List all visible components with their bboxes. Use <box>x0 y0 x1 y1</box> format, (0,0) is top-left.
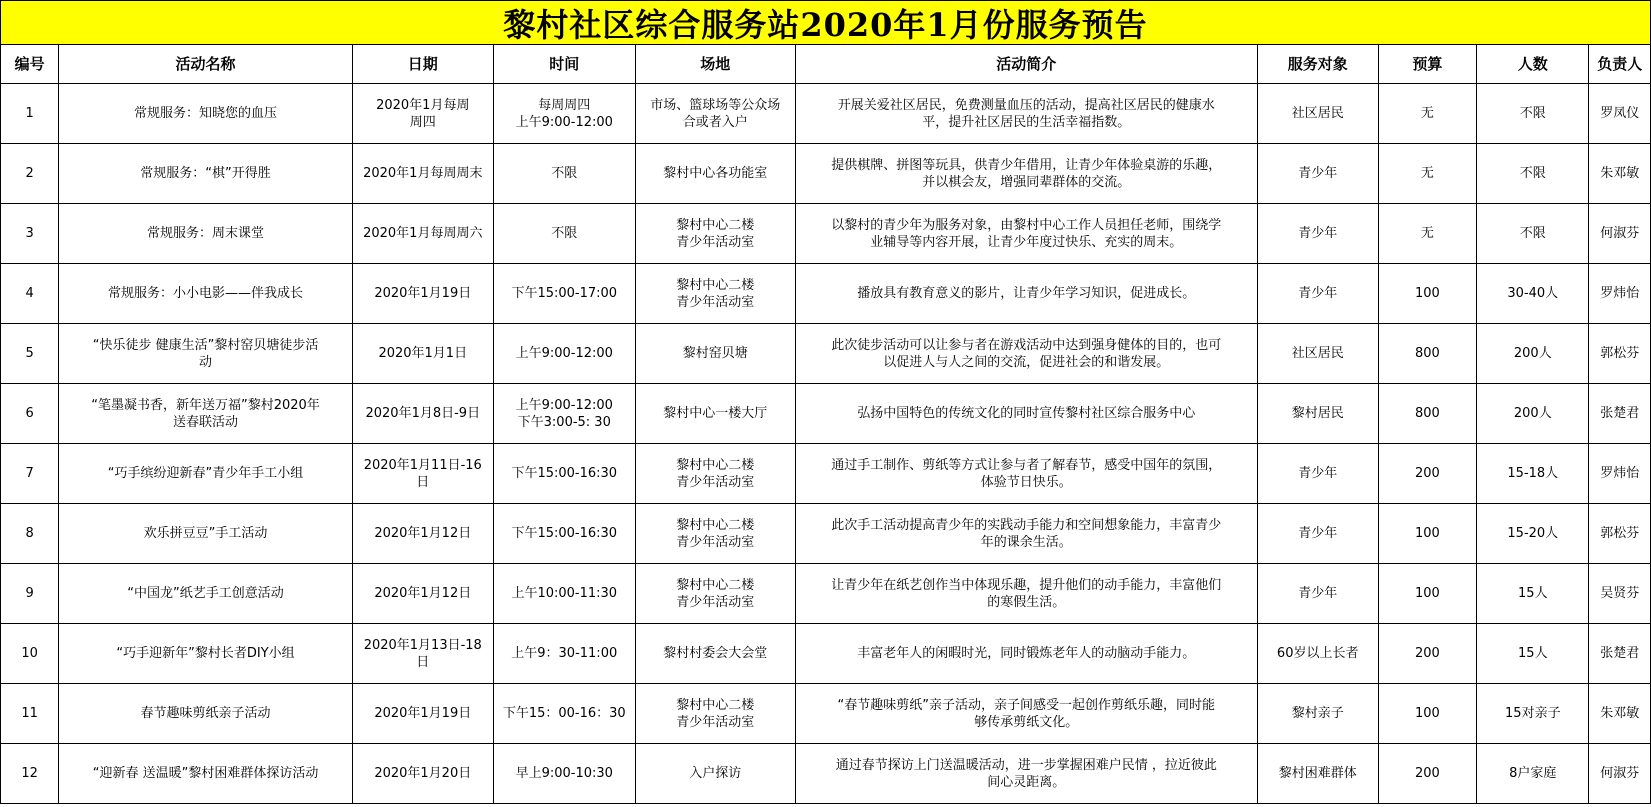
cell-col-target: 黎村亲子 <box>1257 684 1378 744</box>
cell-col-time: 不限 <box>493 144 635 204</box>
cell-col-date: 2020年1月每周 周四 <box>352 84 493 144</box>
cell-col-lead: 张楚君 <box>1589 624 1651 684</box>
cell-col-time: 上午9：30-11:00 <box>493 624 635 684</box>
cell-col-time: 下午15:00-16:30 <box>493 444 635 504</box>
cell-col-activity-name: 常规服务：小小电影——伴我成长 <box>59 264 353 324</box>
cell-col-budget: 800 <box>1378 384 1477 444</box>
cell-col-headcount: 不限 <box>1477 204 1589 264</box>
cell-col-headcount: 8户家庭 <box>1477 744 1589 804</box>
cell-col-venue: 黎村村委会大会堂 <box>635 624 795 684</box>
cell-col-date: 2020年1月每周周六 <box>352 204 493 264</box>
cell-col-lead: 罗炜怡 <box>1589 444 1651 504</box>
cell-col-venue: 黎村中心二楼 青少年活动室 <box>635 684 795 744</box>
cell-col-description: 播放具有教育意义的影片，让青少年学习知识，促进成长。 <box>795 264 1257 324</box>
cell-col-headcount: 200人 <box>1477 324 1589 384</box>
cell-col-lead: 张楚君 <box>1589 384 1651 444</box>
page-title: 黎村社区综合服务站2020年1月份服务预告 <box>503 5 1148 44</box>
header-col-lead: 负责人 <box>1589 45 1651 84</box>
table-row <box>1 624 1651 684</box>
cell-col-number: 7 <box>1 444 59 504</box>
header-col-description: 活动简介 <box>795 45 1257 84</box>
table-row <box>1 384 1651 444</box>
cell-col-lead: 郭松芬 <box>1589 504 1651 564</box>
table-row <box>1 144 1651 204</box>
cell-col-number: 6 <box>1 384 59 444</box>
cell-col-number: 3 <box>1 204 59 264</box>
cell-col-time: 早上9:00-10:30 <box>493 744 635 804</box>
cell-col-date: 2020年1月1日 <box>352 324 493 384</box>
cell-col-target: 黎村居民 <box>1257 384 1378 444</box>
cell-col-venue: 黎村中心一楼大厅 <box>635 384 795 444</box>
table-row <box>1 504 1651 564</box>
table-row <box>1 204 1651 264</box>
cell-col-budget: 100 <box>1378 264 1477 324</box>
table-row <box>1 684 1651 744</box>
cell-col-date: 2020年1月11日-16 日 <box>352 444 493 504</box>
cell-col-headcount: 15人 <box>1477 564 1589 624</box>
cell-col-number: 9 <box>1 564 59 624</box>
cell-col-venue: 入户探访 <box>635 744 795 804</box>
header-col-venue: 场地 <box>635 45 795 84</box>
cell-col-date: 2020年1月19日 <box>352 684 493 744</box>
cell-col-activity-name: “中国龙”纸艺手工创意活动 <box>59 564 353 624</box>
cell-col-budget: 200 <box>1378 744 1477 804</box>
cell-col-number: 1 <box>1 84 59 144</box>
cell-col-description: 通过手工制作、剪纸等方式让参与者了解春节，感受中国年的氛围， 体验节日快乐。 <box>795 444 1257 504</box>
cell-col-target: 青少年 <box>1257 144 1378 204</box>
table-row <box>1 324 1651 384</box>
cell-col-budget: 无 <box>1378 144 1477 204</box>
cell-col-activity-name: “快乐徒步 健康生活”黎村窑贝塘徒步活 动 <box>59 324 353 384</box>
cell-col-lead: 朱邓敏 <box>1589 684 1651 744</box>
cell-col-lead: 吴贤芬 <box>1589 564 1651 624</box>
table-body <box>1 84 1651 804</box>
cell-col-target: 青少年 <box>1257 564 1378 624</box>
cell-col-number: 4 <box>1 264 59 324</box>
cell-col-number: 12 <box>1 744 59 804</box>
cell-col-description: 让青少年在纸艺创作当中体现乐趣，提升他们的动手能力，丰富他们 的寒假生活。 <box>795 564 1257 624</box>
cell-col-headcount: 15-18人 <box>1477 444 1589 504</box>
cell-col-target: 社区居民 <box>1257 84 1378 144</box>
cell-col-time: 每周周四 上午9:00-12:00 <box>493 84 635 144</box>
cell-col-description: 开展关爱社区居民，免费测量血压的活动，提高社区居民的健康水 平，提升社区居民的生活幸福指数。 <box>795 84 1257 144</box>
cell-col-lead: 朱邓敏 <box>1589 144 1651 204</box>
cell-col-description: 通过春节探访上门送温暖活动，进一步掌握困难户民情 ，拉近彼此 间心灵距离。 <box>795 744 1257 804</box>
cell-col-venue: 黎村中心二楼 青少年活动室 <box>635 564 795 624</box>
cell-col-venue: 黎村中心二楼 青少年活动室 <box>635 204 795 264</box>
cell-col-target: 青少年 <box>1257 504 1378 564</box>
cell-col-headcount: 15对亲子 <box>1477 684 1589 744</box>
cell-col-number: 11 <box>1 684 59 744</box>
table-row <box>1 264 1651 324</box>
cell-col-target: 社区居民 <box>1257 324 1378 384</box>
cell-col-description: 以黎村的青少年为服务对象，由黎村中心工作人员担任老师，围绕学 业辅导等内容开展，让青少年度过快乐、充实的周末。 <box>795 204 1257 264</box>
cell-col-budget: 100 <box>1378 564 1477 624</box>
cell-col-description: 此次手工活动提高青少年的实践动手能力和空间想象能力，丰富青少 年的课余生活。 <box>795 504 1257 564</box>
cell-col-target: 60岁以上长者 <box>1257 624 1378 684</box>
cell-col-headcount: 200人 <box>1477 384 1589 444</box>
cell-col-lead: 罗凤仪 <box>1589 84 1651 144</box>
table-row <box>1 444 1651 504</box>
header-col-time: 时间 <box>493 45 635 84</box>
cell-col-activity-name: “笔墨凝书香，新年送万福”黎村2020年 送春联活动 <box>59 384 353 444</box>
cell-col-venue: 黎村中心二楼 青少年活动室 <box>635 504 795 564</box>
cell-col-venue: 黎村中心各功能室 <box>635 144 795 204</box>
cell-col-date: 2020年1月12日 <box>352 504 493 564</box>
cell-col-budget: 无 <box>1378 84 1477 144</box>
title-banner <box>0 0 1651 45</box>
cell-col-activity-name: “迎新春 送温暖”黎村困难群体探访活动 <box>59 744 353 804</box>
cell-col-budget: 100 <box>1378 504 1477 564</box>
cell-col-lead: 郭松芬 <box>1589 324 1651 384</box>
cell-col-time: 不限 <box>493 204 635 264</box>
cell-col-budget: 800 <box>1378 324 1477 384</box>
cell-col-venue: 黎村窑贝塘 <box>635 324 795 384</box>
cell-col-date: 2020年1月19日 <box>352 264 493 324</box>
cell-col-number: 5 <box>1 324 59 384</box>
cell-col-number: 2 <box>1 144 59 204</box>
cell-col-date: 2020年1月12日 <box>352 564 493 624</box>
header-col-activity-name: 活动名称 <box>59 45 353 84</box>
cell-col-activity-name: 常规服务：周末课堂 <box>59 204 353 264</box>
cell-col-budget: 200 <box>1378 444 1477 504</box>
cell-col-number: 8 <box>1 504 59 564</box>
cell-col-number: 10 <box>1 624 59 684</box>
cell-col-activity-name: “巧手缤纷迎新春”青少年手工小组 <box>59 444 353 504</box>
cell-col-date: 2020年1月13日-18 日 <box>352 624 493 684</box>
cell-col-time: 下午15：00-16：30 <box>493 684 635 744</box>
cell-col-venue: 黎村中心二楼 青少年活动室 <box>635 444 795 504</box>
cell-col-budget: 200 <box>1378 624 1477 684</box>
cell-col-description: 提供棋牌、拼图等玩具，供青少年借用，让青少年体验桌游的乐趣， 并以棋会友，增强同辈群体的交流。 <box>795 144 1257 204</box>
cell-col-budget: 无 <box>1378 204 1477 264</box>
header-row <box>1 45 1651 84</box>
cell-col-description: “春节趣味剪纸”亲子活动，亲子间感受一起创作剪纸乐趣，同时能 够传承剪纸文化。 <box>795 684 1257 744</box>
cell-col-time: 下午15:00-16:30 <box>493 504 635 564</box>
schedule-table <box>0 44 1651 804</box>
cell-col-headcount: 不限 <box>1477 144 1589 204</box>
cell-col-venue: 市场、篮球场等公众场 合或者入户 <box>635 84 795 144</box>
cell-col-lead: 罗炜怡 <box>1589 264 1651 324</box>
header-col-number: 编号 <box>1 45 59 84</box>
cell-col-time: 上午9:00-12:00 <box>493 324 635 384</box>
cell-col-target: 黎村困难群体 <box>1257 744 1378 804</box>
cell-col-date: 2020年1月20日 <box>352 744 493 804</box>
cell-col-target: 青少年 <box>1257 444 1378 504</box>
cell-col-headcount: 15-20人 <box>1477 504 1589 564</box>
cell-col-activity-name: 常规服务：知晓您的血压 <box>59 84 353 144</box>
header-col-target: 服务对象 <box>1257 45 1378 84</box>
cell-col-activity-name: 常规服务：“棋”开得胜 <box>59 144 353 204</box>
cell-col-lead: 何淑芬 <box>1589 744 1651 804</box>
table-row <box>1 744 1651 804</box>
cell-col-target: 青少年 <box>1257 204 1378 264</box>
cell-col-budget: 100 <box>1378 684 1477 744</box>
header-col-headcount: 人数 <box>1477 45 1589 84</box>
cell-col-activity-name: 欢乐拼豆豆”手工活动 <box>59 504 353 564</box>
table-row <box>1 84 1651 144</box>
cell-col-time: 上午9:00-12:00 下午3:00-5: 30 <box>493 384 635 444</box>
cell-col-headcount: 30-40人 <box>1477 264 1589 324</box>
cell-col-time: 下午15:00-17:00 <box>493 264 635 324</box>
cell-col-headcount: 15人 <box>1477 624 1589 684</box>
cell-col-time: 上午10:00-11:30 <box>493 564 635 624</box>
cell-col-description: 弘扬中国特色的传统文化的同时宣传黎村社区综合服务中心 <box>795 384 1257 444</box>
cell-col-description: 此次徒步活动可以让参与者在游戏活动中达到强身健体的目的，也可 以促进人与人之间的交流，促进社会的和谐发展。 <box>795 324 1257 384</box>
cell-col-activity-name: 春节趣味剪纸亲子活动 <box>59 684 353 744</box>
cell-col-activity-name: “巧手迎新年”黎村长者DIY小组 <box>59 624 353 684</box>
cell-col-description: 丰富老年人的闲暇时光，同时锻炼老年人的动脑动手能力。 <box>795 624 1257 684</box>
cell-col-lead: 何淑芬 <box>1589 204 1651 264</box>
cell-col-date: 2020年1月8日-9日 <box>352 384 493 444</box>
cell-col-date: 2020年1月每周周末 <box>352 144 493 204</box>
header-col-budget: 预算 <box>1378 45 1477 84</box>
table-row <box>1 564 1651 624</box>
cell-col-target: 青少年 <box>1257 264 1378 324</box>
header-col-date: 日期 <box>352 45 493 84</box>
cell-col-headcount: 不限 <box>1477 84 1589 144</box>
cell-col-venue: 黎村中心二楼 青少年活动室 <box>635 264 795 324</box>
